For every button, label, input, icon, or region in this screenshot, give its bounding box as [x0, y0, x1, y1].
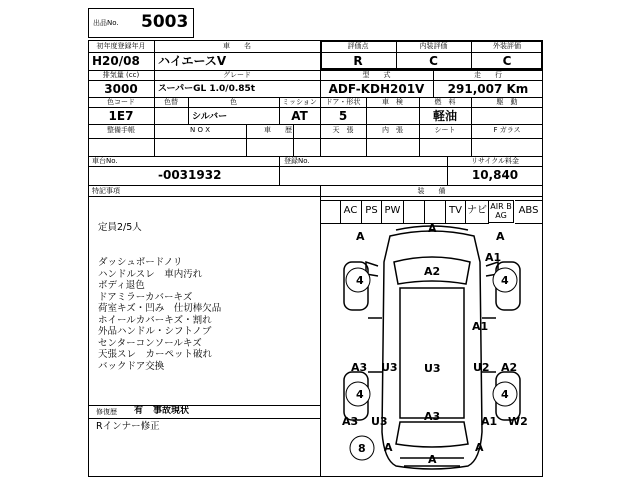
notes-header: 特記事項: [92, 187, 120, 195]
interior-score-label: 内装評価: [419, 42, 448, 50]
repair-history-label: 修復歴: [96, 408, 117, 416]
lot-number-box: [88, 8, 194, 38]
door-label: ドア・形状: [325, 98, 361, 106]
repair-history-status: 事故現状: [153, 406, 190, 416]
equipment-blank-1: [404, 200, 425, 224]
year-value: H20/08: [92, 54, 140, 68]
fuel-value: 軽油: [432, 109, 457, 123]
damage-mark: U3: [371, 415, 388, 428]
damage-mark: A: [428, 453, 437, 466]
history-label: 車 歴: [264, 126, 292, 134]
nox-label: N O X: [190, 126, 210, 134]
note-line: 外品ハンドル・シフトノブ: [98, 326, 212, 337]
note-line: 天張スレ カーペット破れ: [98, 349, 213, 360]
mission-label: ミッション: [282, 98, 317, 106]
damage-mark: A1: [472, 320, 489, 333]
equipment-navi: ナビ: [466, 200, 489, 224]
exterior-score-label: 外装評価: [493, 42, 521, 50]
damage-mark: U2: [473, 361, 490, 374]
car-diagram: [320, 222, 543, 477]
damage-mark: A: [496, 230, 505, 243]
notes-list: [98, 257, 221, 372]
color-label: 色: [230, 98, 237, 106]
note-line: バックドア交換: [98, 360, 165, 372]
color-value: シルバー: [192, 112, 228, 122]
damage-mark: A1: [485, 251, 502, 264]
damage-mark: A3: [351, 361, 368, 374]
note-line: 荷室キズ・凹み 仕切棒欠品: [98, 303, 222, 314]
drive-label: 駆 動: [496, 98, 518, 106]
grade-value: スーパーGL 1.0/0.85t: [158, 84, 256, 94]
score-value: R: [353, 54, 363, 68]
chassis-value: -0031932: [158, 168, 222, 182]
grade-label: グレード: [223, 71, 251, 79]
note-line: ボディ退色: [98, 280, 145, 291]
damage-mark: A3: [424, 410, 441, 423]
maintenance-label: 整備手帳: [107, 126, 135, 134]
name-label: 車 名: [223, 42, 251, 50]
equipment-header: 装 備: [417, 187, 446, 195]
note-line: ドアミラーカバーキズ: [98, 291, 193, 303]
color-change-label: 色替: [164, 98, 178, 106]
name-value: ハイエースV: [158, 54, 227, 68]
note-line: ダッシュボードノリ: [98, 257, 183, 268]
recycle-fee-label: リサイクル料金: [470, 157, 520, 165]
note-line: ホイールカバーキズ・割れ: [98, 314, 212, 326]
damage-mark: A: [384, 441, 393, 454]
damage-mark: A2: [501, 361, 518, 374]
mileage-value: 291,007 Km: [447, 82, 529, 96]
interior-score-value: C: [429, 54, 438, 68]
note-line: センターコンソールキズ: [98, 337, 202, 349]
lot-number-label: 出品No.: [93, 19, 119, 27]
damage-mark: A1: [481, 415, 498, 428]
fuel-label: 燃 料: [434, 98, 456, 106]
equipment-tv: TV: [446, 200, 466, 224]
notes-capacity: 定員2/5人: [98, 222, 142, 233]
seat-label: シート: [434, 126, 456, 134]
cc-label: 排気量 (cc): [102, 71, 140, 79]
damage-mark: 4: [501, 388, 509, 401]
chassis-label: 車台No.: [92, 157, 118, 165]
equipment-ps: PS: [362, 200, 382, 224]
note-line: ハンドルスレ 車内汚れ: [98, 268, 203, 280]
equipment-airbag: AIR BAG: [489, 200, 514, 223]
recycle-fee-value: 10,840: [471, 168, 519, 182]
repair-note: Rインナー修正: [96, 421, 160, 432]
exterior-score-value: C: [502, 54, 512, 68]
damage-mark: 8: [358, 442, 366, 455]
equipment-ac: AC: [340, 200, 362, 224]
damage-mark: A: [356, 230, 365, 243]
color-code-value: 1E7: [108, 109, 134, 123]
registration-label: 登録No.: [284, 157, 310, 165]
damage-mark: A: [475, 441, 484, 454]
damage-mark: 4: [356, 388, 364, 401]
headliner-label: 天 張: [332, 126, 354, 134]
damage-mark: 4: [356, 274, 364, 287]
equipment-blank: [320, 200, 341, 224]
equipment-abs: ABS: [515, 200, 543, 224]
damage-mark: U3: [381, 361, 398, 374]
mission-value: AT: [291, 109, 308, 123]
year-label: 初年度登録年月: [96, 42, 146, 50]
damage-mark: A2: [424, 265, 441, 278]
damage-mark: 4: [501, 274, 509, 287]
damage-mark: A: [428, 222, 437, 235]
equipment-pw: PW: [382, 200, 404, 224]
color-code-label: 色コード: [107, 98, 135, 106]
glass-label: F ガラス: [493, 126, 521, 134]
damage-mark: A3: [342, 415, 359, 428]
damage-mark: U3: [424, 362, 441, 375]
inspection-label: 車 検: [382, 98, 403, 106]
equipment-blank-2: [425, 200, 446, 224]
cc-value: 3000: [104, 82, 138, 96]
damage-mark: W2: [508, 415, 528, 428]
mileage-label: 走 行: [474, 71, 502, 79]
door-value: 5: [338, 109, 348, 123]
model-value: ADF-KDH201V: [328, 82, 425, 96]
model-label: 型 式: [362, 71, 391, 79]
inner-trim-label: 内 張: [382, 126, 403, 134]
repair-history-flag: 有: [134, 406, 144, 416]
score-label: 評価点: [347, 42, 369, 50]
lot-number: 5003: [141, 12, 189, 32]
